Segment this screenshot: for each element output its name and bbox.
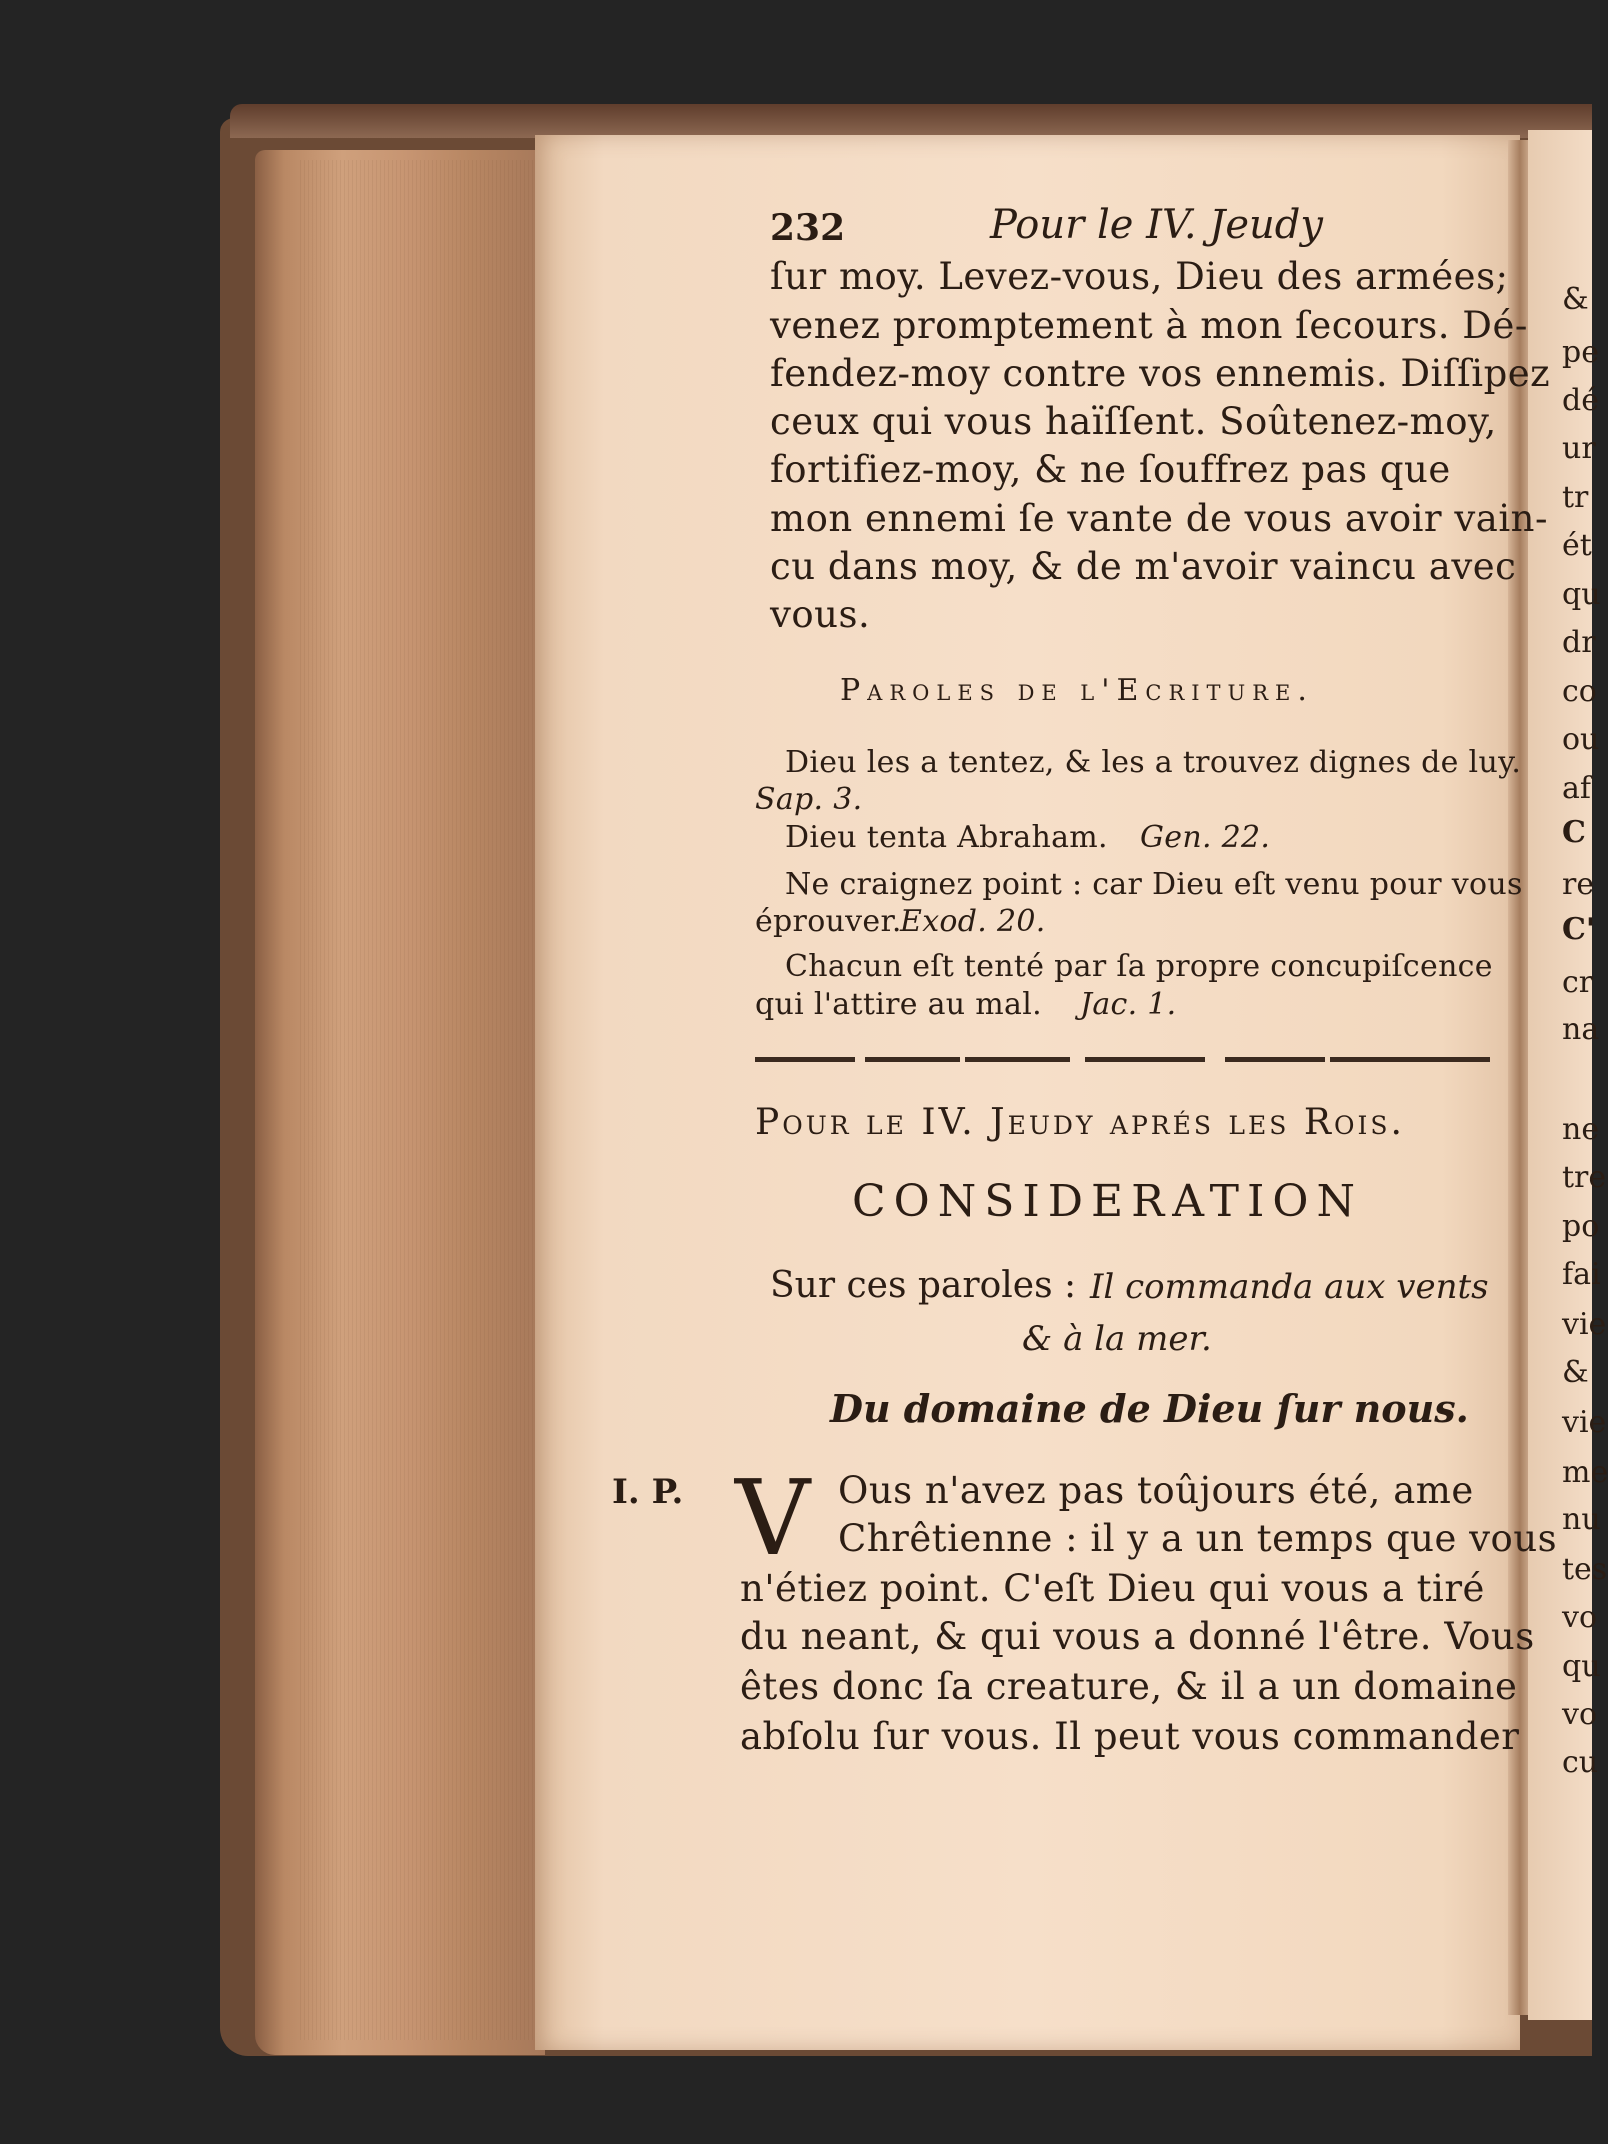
facing-page-fragment: tre xyxy=(1562,1160,1607,1195)
book-spine xyxy=(230,104,1592,138)
body-line: abſolu ſur vous. Il peut vous commander xyxy=(740,1715,1520,1758)
facing-page-fragment: & xyxy=(1562,1355,1589,1390)
facing-page-fragment: na xyxy=(1562,1012,1600,1047)
facing-page-fragment: pe xyxy=(1562,335,1599,370)
body-line: Ous n'avez pas toûjours été, ame xyxy=(838,1469,1474,1512)
facing-page-fragment: dé xyxy=(1562,383,1599,418)
prayer-line: ſur moy. Levez-vous, Dieu des armées; xyxy=(770,255,1509,298)
margin-note: I. P. xyxy=(612,1472,684,1512)
ornamental-rule xyxy=(865,1057,960,1062)
scripture-heading: Paroles de l'Ecriture. xyxy=(840,673,1314,708)
consideration-heading: CONSIDERATION xyxy=(852,1176,1363,1227)
facing-page-fragment: me xyxy=(1562,1455,1608,1490)
ornamental-rule xyxy=(1085,1057,1205,1062)
prayer-line: ceux qui vous haïſſent. Soûtenez-moy, xyxy=(770,400,1497,443)
ornamental-rule xyxy=(1330,1057,1490,1062)
body-line: n'étiez point. C'eſt Dieu qui vous a tiré xyxy=(740,1567,1485,1610)
page-number: 232 xyxy=(770,207,846,249)
subtitle-quote: Il commanda aux vents xyxy=(1090,1267,1489,1307)
facing-page-fragment: vie xyxy=(1562,1307,1607,1342)
facing-page-fragment: nu xyxy=(1562,1502,1601,1537)
body-line: êtes donc ſa creature, & il a un domaine xyxy=(740,1665,1518,1708)
topic-heading: Du domaine de Dieu ſur nous. xyxy=(830,1386,1469,1431)
running-head: Pour le IV. Jeudy xyxy=(990,202,1323,248)
facing-page-fragment: fai xyxy=(1562,1257,1601,1292)
scripture-ref: Exod. 20. xyxy=(900,904,1046,939)
body-line: du neant, & qui vous a donné l'être. Vous xyxy=(740,1615,1535,1658)
body-line: Chrêtienne : il y a un temps que vous xyxy=(838,1517,1558,1560)
facing-page-fragment: cr xyxy=(1562,965,1594,1000)
facing-page-fragment: tes xyxy=(1562,1552,1608,1587)
facing-page-fragment: co xyxy=(1562,674,1597,709)
scripture-line: Dieu tenta Abraham. xyxy=(785,820,1108,855)
facing-page-fragment: cu xyxy=(1562,1745,1599,1780)
scripture-line: Chacun eſt tenté par ſa propre concupiſcence xyxy=(785,949,1493,984)
drop-cap: V xyxy=(735,1457,811,1579)
facing-page-fragment: ét xyxy=(1562,528,1592,563)
facing-page-fragment: ur xyxy=(1562,431,1596,466)
prayer-line: venez promptement à mon ſecours. Dé- xyxy=(770,304,1528,347)
prayer-line: fortifiez-moy, & ne ſouffrez pas que xyxy=(770,448,1451,491)
facing-page-fragment: C xyxy=(1562,815,1586,850)
facing-page-fragment: qu xyxy=(1562,577,1601,612)
page-leaves-texture xyxy=(300,160,540,2040)
prayer-line: cu dans moy, & de m'avoir vaincu avec xyxy=(770,545,1517,588)
scripture-ref: Sap. 3. xyxy=(755,782,863,817)
section-title: Pour le IV. Jeudy aprés les Rois. xyxy=(755,1102,1405,1143)
scripture-line: Ne craignez point : car Dieu eſt venu pour vous xyxy=(785,867,1523,902)
prayer-line: mon ennemi ſe vante de vous avoir vain- xyxy=(770,497,1548,540)
ornamental-rule xyxy=(755,1057,855,1062)
scripture-ref: Jac. 1. xyxy=(1080,987,1177,1022)
facing-page-fragment: vo xyxy=(1562,1697,1598,1732)
facing-page-fragment: & xyxy=(1562,282,1589,317)
scripture-ref: Gen. 22. xyxy=(1140,820,1271,855)
subtitle-quote: & à la mer. xyxy=(1022,1319,1212,1359)
facing-page-fragment: qu xyxy=(1562,1649,1601,1684)
prayer-line: fendez-moy contre vos ennemis. Diſſipez xyxy=(770,352,1551,395)
scripture-line: éprouver. xyxy=(755,904,902,939)
facing-page-fragment: vie xyxy=(1562,1405,1607,1440)
facing-page-fragment: af xyxy=(1562,771,1591,806)
facing-page-fragment: po xyxy=(1562,1209,1600,1244)
facing-page-fragment: dr xyxy=(1562,625,1596,660)
facing-page-fragment: tr xyxy=(1562,480,1589,515)
facing-page-fragment: ou xyxy=(1562,722,1600,757)
scripture-line: qui l'attire au mal. xyxy=(755,987,1042,1022)
facing-page-fragment: vo xyxy=(1562,1600,1598,1635)
ornamental-rule xyxy=(1225,1057,1325,1062)
prayer-line: vous. xyxy=(770,593,871,636)
scripture-line: Dieu les a tentez, & les a trouvez dignes de luy. xyxy=(785,745,1522,780)
facing-page-fragment: re xyxy=(1562,867,1595,902)
facing-page-fragment: C' xyxy=(1562,912,1596,947)
subtitle-prefix: Sur ces paroles : xyxy=(770,1265,1077,1306)
ornamental-rule xyxy=(965,1057,1070,1062)
facing-page-fragment: ne xyxy=(1562,1112,1600,1147)
